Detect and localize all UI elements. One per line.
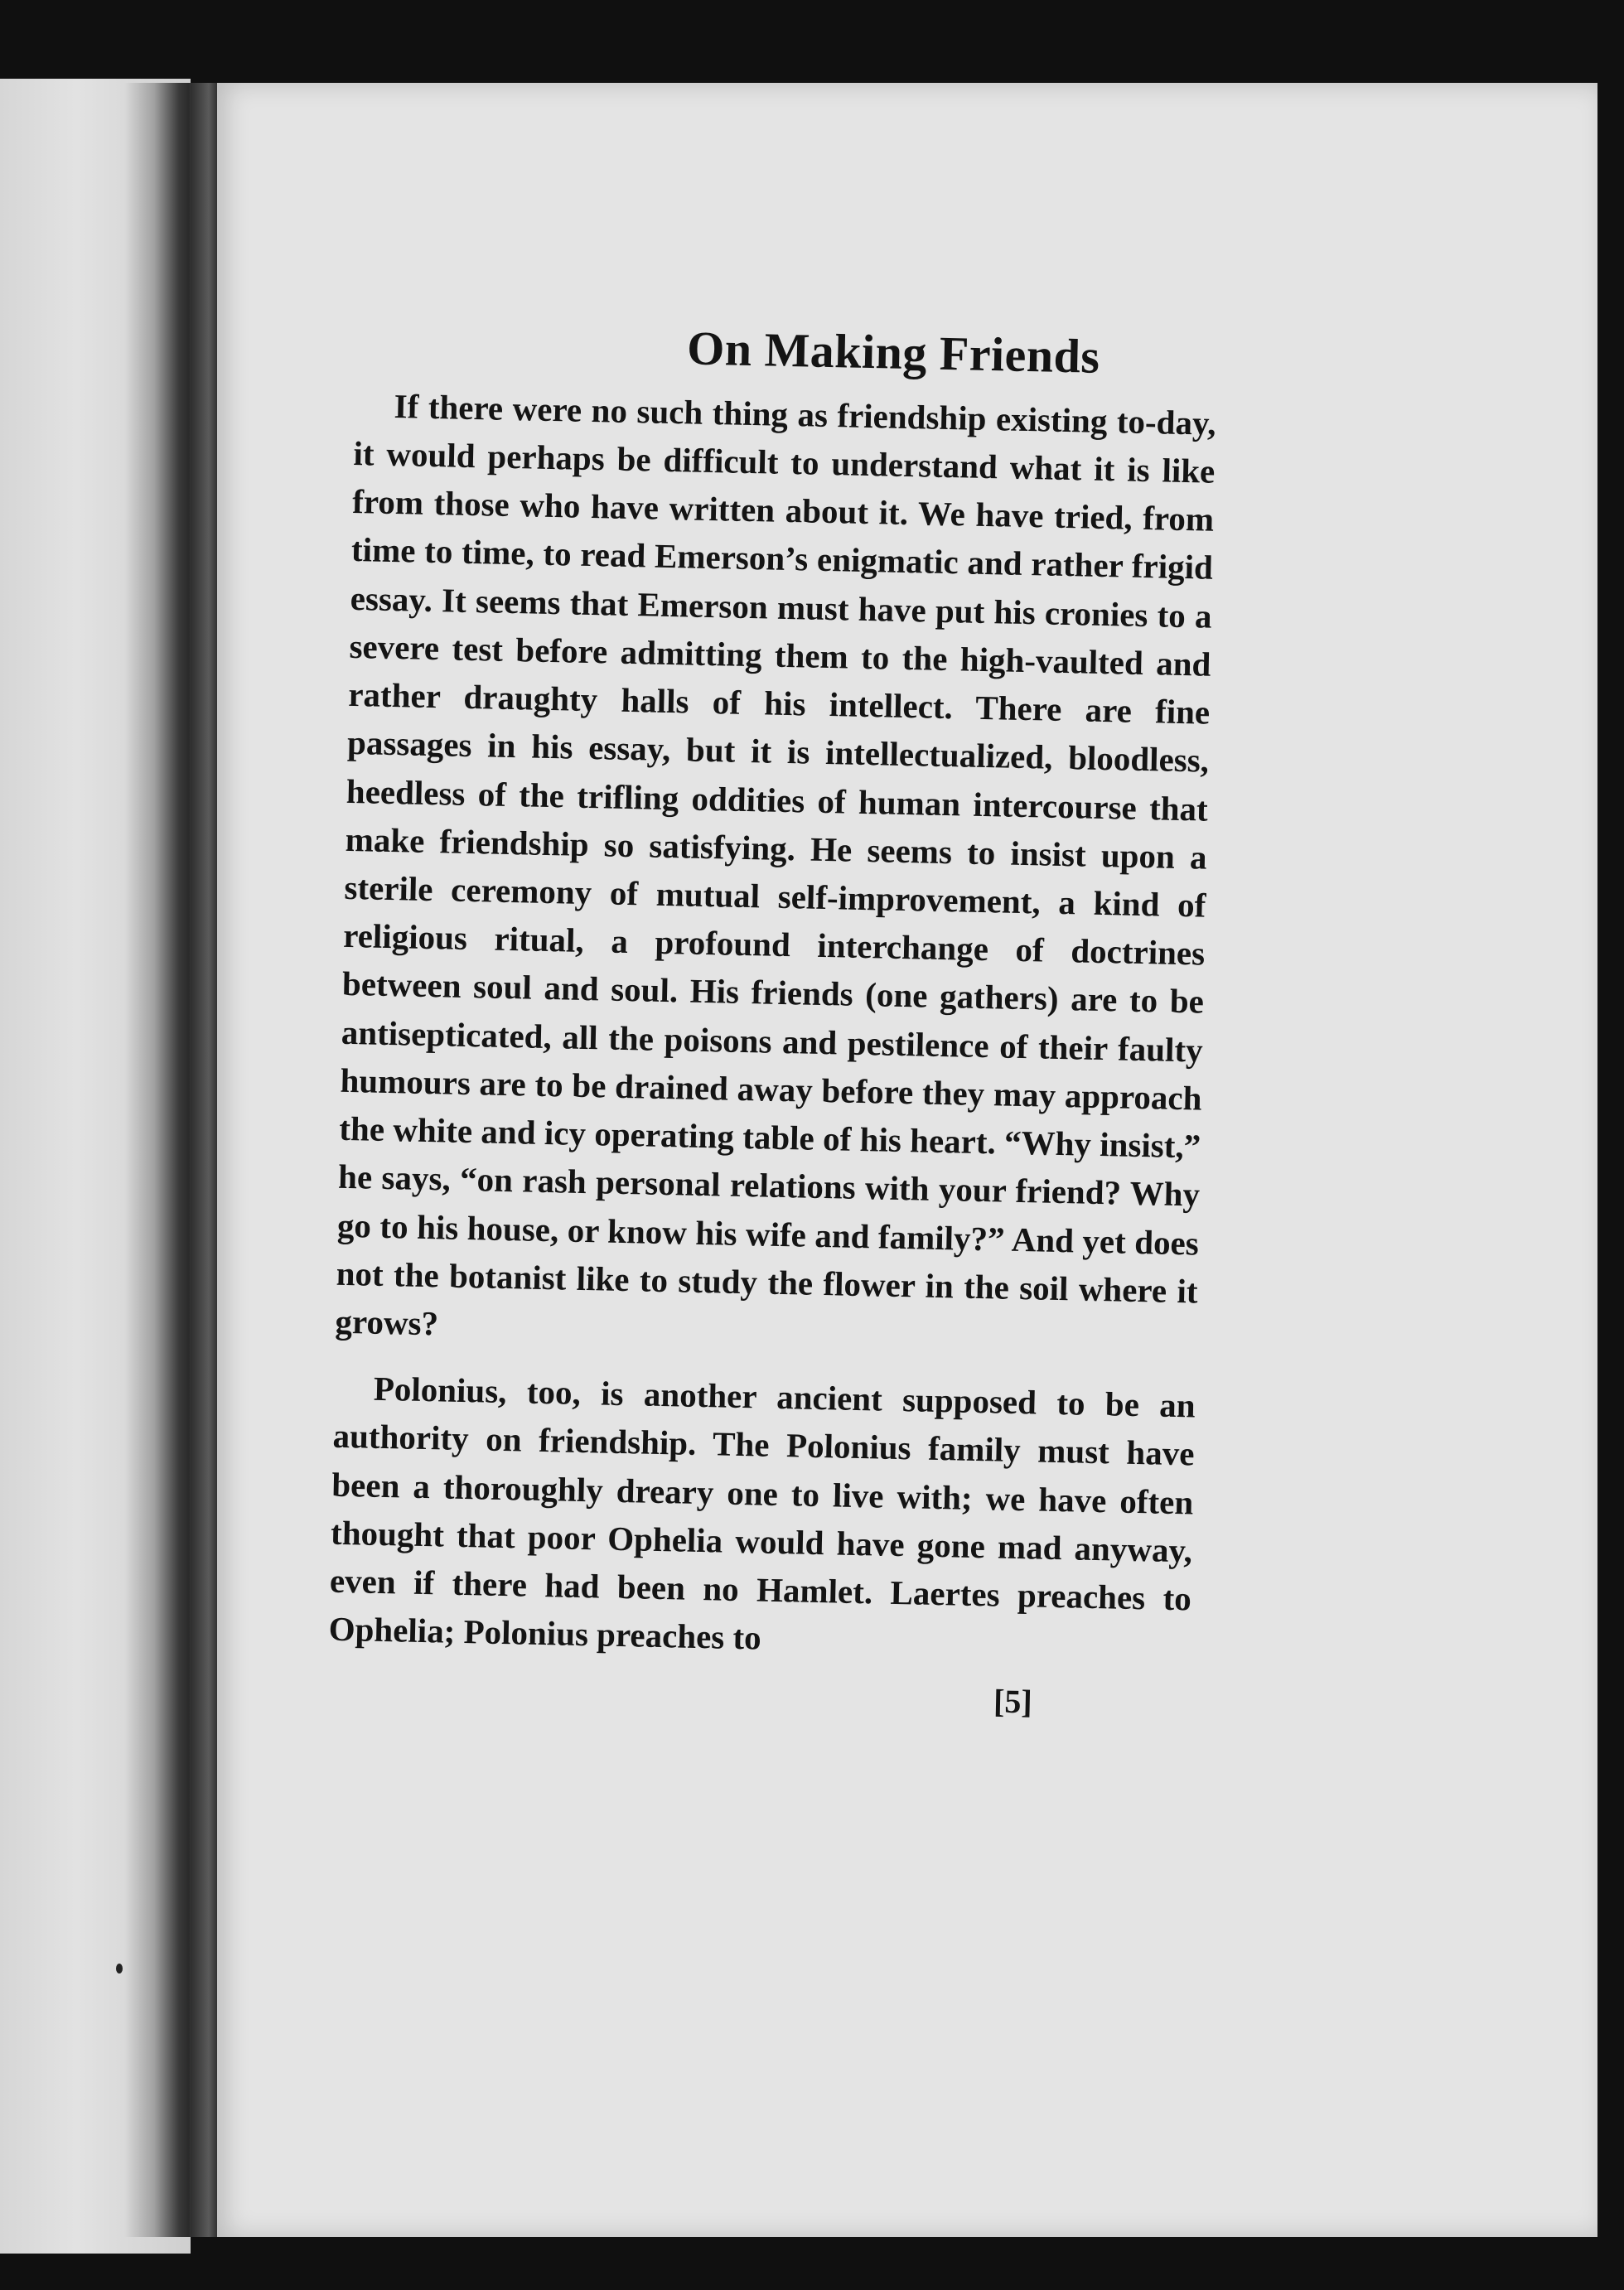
paragraph-1: If there were no such thing as friendship existing to-day, it would perhaps be difficult to understand what it is like from those who have written about it. We have tried, from time to time, to read Emerson’s enigmatic and rather frigid essay. It seems that Emerson must have put his cronies to a severe test before admitting them to the high-vaulted and rather draughty halls of his intellect. There are fine passages in his essay, but it is intellectualized, bloodless, heedless of the trifling oddities of human intercourse that make friendship so satisfying. He seems to insist upon a sterile ceremony of mutual self-improvement, a kind of religious ritual, a profound interchange of doctrines between soul and soul. His friends (one gathers) are to be antisepticated, all the poisons and pestilence of their faulty humours are to be drained away before they may approach the white and icy operating table of his heart. “Why insist,” he says, “on rash personal relations with your friend? Why go to his house, or know his wife and family?” And yet does not the botanist like to study the flower in the soil where it grows? <box>335 386 1216 1343</box>
book-gutter-shadow <box>124 83 224 2237</box>
paragraph-2: Polonius, too, is another ancient supposed to be an authority on friendship. The Polonius family must have been a thoroughly dreary one to live with; we have often thought that poor Ophelia would have gone mad anyway, even if there had been no Hamlet. Laertes preaches to Ophelia; Polonius preaches to <box>328 1369 1196 1657</box>
chapter-title: On Making Friends <box>686 321 1101 384</box>
page-number: [5] <box>993 1682 1033 1721</box>
scan-speck <box>116 1964 123 1974</box>
page-text-block <box>327 315 1218 1722</box>
